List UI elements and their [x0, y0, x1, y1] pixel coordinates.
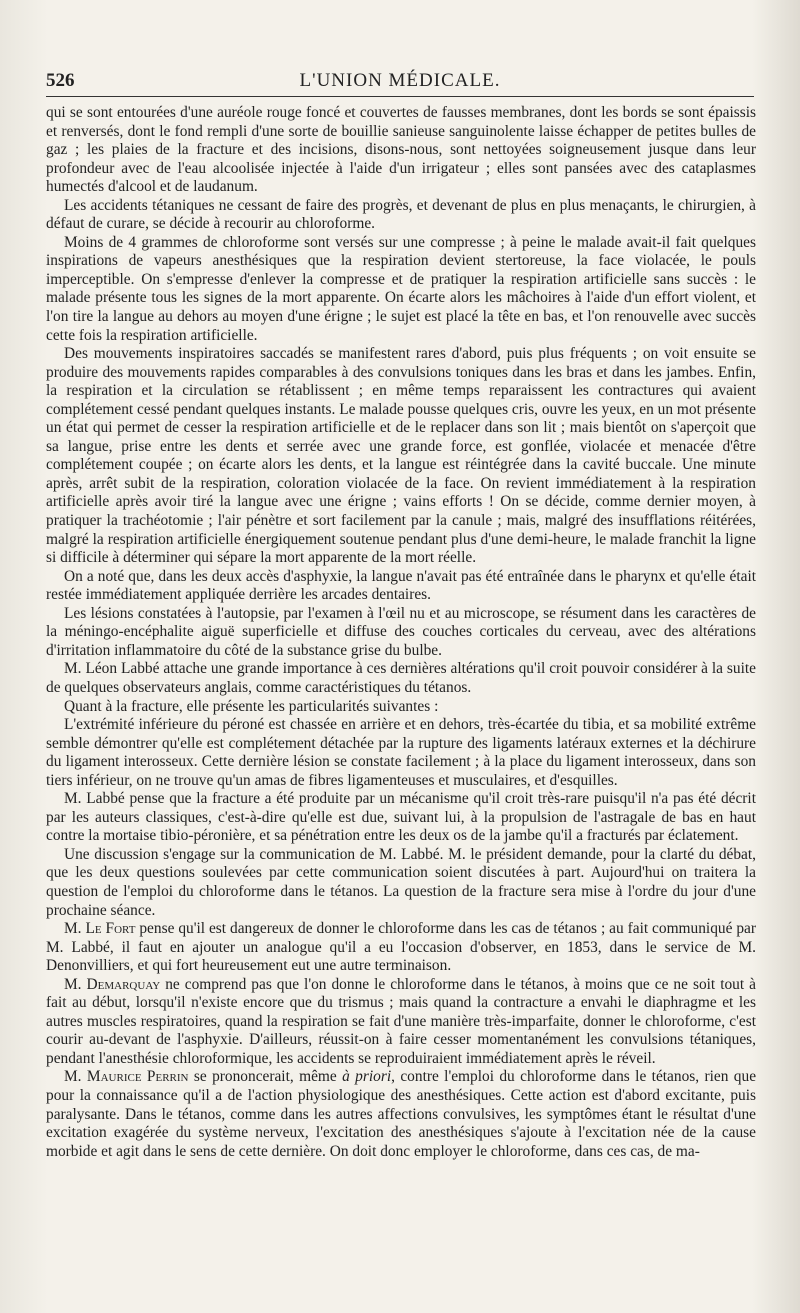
paragraph: Une discussion s'engage sur la communication de M. Labbé. M. le président demande, pour la clarté du débat, que les deux questions soulevées par cette communication soient discutées à part. Aujourd'hui on traitera la question de l'emploi du chloroforme dans le tétanos. La question de la fracture sera mise à l'ordre du jour d'une prochaine séance. [46, 845, 756, 919]
speaker-name: M. Demarquay [64, 975, 161, 993]
paragraph: L'extrémité inférieure du péroné est chassée en arrière et en dehors, très-écartée du tibia, et sa mobilité extrême semble démontrer qu'elle est complétement détachée par la rupture des ligaments latéraux externes et la déchirure du ligament interosseux. Cette dernière lésion se constate facilement ; à la place du ligament interosseux, dans son tiers inférieur, on ne trouve qu'un amas de fibres ligamenteuses et musculaires, et d'esquilles. [46, 716, 756, 789]
paragraph: Les lésions constatées à l'autopsie, par l'examen à l'œil nu et au microscope, se résument dans les caractères de la méningo-encéphalite aiguë superficielle et diffuse des couches corticales du cerveau, avec des altérations d'irritation inflammatoire du côté de la substance grise du bulbe. [46, 604, 756, 659]
paragraph: M. Le Fort pense qu'il est dangereux de donner le chloroforme dans les cas de tétanos ; au fait communiqué par M. Labbé, il faut en ajouter un analogue qu'il a eu l'occasion d'observer, en 1853, dans le service de M. Denonvilliers, et qui fort heureusement eut une autre terminaison. [46, 920, 756, 975]
paragraph: Des mouvements inspiratoires saccadés se manifestent rares d'abord, puis plus fréquents ; on voit ensuite se produire des mouvements rapides comparables à des convulsions toniques dans les bras et dans les jambes. Enfin, la respiration et la circulation se rétablissent ; en même temps reparaissent les contractures qui avaient complétement cessé pendant quelques instants. Le malade pousse quelques cris, ouvre les yeux, en un mot présente un état qui permet de cesser la respiration artificielle et de le replacer dans son lit ; mais bientôt on s'aperçoit que sa langue, prise entre les dents et serrée avec une grande force, est gonflée, violacée et menacée d'être complétement coupée ; on écarte alors les dents, et la langue est réintégrée dans la cavité buccale. Une minute après, arrêt subit de la respiration, coloration violacée de la face. On revient immédiatement à la respiration artificielle après avoir tiré la langue avec une érigne ; vains efforts ! On se décide, comme dernier moyen, à pratiquer la trachéotomie ; l'air pénètre et sort facilement par la canule ; mais, malgré des insufflations réitérées, malgré la respiration artificielle énergiquement soutenue pendant plus d'une demi-heure, le malade franchit la ligne si difficile à déterminer qui sépare la mort apparente de la mort réelle. [46, 345, 756, 567]
paragraph: On a noté que, dans les deux accès d'asphyxie, la langue n'avait pas été entraînée dans le pharynx et qu'elle était restée immédiatement appliquée derrière les arcades dentaires. [46, 567, 756, 604]
page-number: 526 [46, 70, 75, 91]
paragraph: M. Demarquay ne comprend pas que l'on donne le chloroforme dans le tétanos, à moins que ce ne soit tout à fait au début, lorsqu'il n'existe encore que du trismus ; mais quand la contracture a envahi le diaphragme et les autres muscles respiratoires, quand la respiration se fait d'une manière très-imparfaite, donner le chloroforme, c'est courir au-devant de l'asphyxie. D'ailleurs, réussit-on à faire cesser momentanément les convulsions tétaniques, pendant l'anesthésie chloroformique, les accidents se reproduiraient immédiatement après le réveil. [46, 975, 756, 1067]
paragraph: Moins de 4 grammes de chloroforme sont versés sur une compresse ; à peine le malade avait-il fait quelques inspirations de vapeurs anesthésiques que la respiration devient stertoreuse, la face violacée, le pouls imperceptible. On s'empresse d'enlever la compresse et de pratiquer la respiration artificielle sans succès : le malade présente tous les signes de la mort apparente. On écarte alors les mâchoires à l'aide d'un effort violent, et l'on tire la langue au dehors au moyen d'une érigne ; le sujet est placé la tête en bas, et l'on renouvelle avec succès cette fois la respiration artificielle. [46, 233, 756, 344]
emphasis: à priori [342, 1068, 392, 1086]
speaker-name: M. Le Fort [64, 920, 136, 938]
running-title: L'UNION MÉDICALE. [299, 70, 501, 91]
paragraph: M. Maurice Perrin se prononcerait, même à priori, contre l'emploi du chloroforme dans le tétanos, rien que pour la connaissance qu'il a de l'action physiologique des anesthésiques. Cette action est d'abord excitante, puis paralysante. Dans le tétanos, comme dans les autres affections convulsives, les symptômes étant le résultat d'une excitation exagérée du système nerveux, l'excitation des anesthésiques s'ajoute à l'excitation née de la cause morbide et agit dans le sens de cette dernière. On doit donc employer le chloroforme, dans ces cas, de ma- [46, 1068, 757, 1160]
header-rule [46, 96, 754, 97]
paragraph: M. Labbé pense que la fracture a été produite par un mécanisme qu'il croit très-rare puisqu'il n'a pas été décrit par les auteurs classiques, c'est-à-dire qu'elle est due, suivant lui, à la propulsion de l'astragale de bas en haut contre la mortaise tibio-péronière, et sa pénétration entre les deux os de la jambe qu'il a fracturés par éclatement. [46, 790, 756, 845]
paragraph: qui se sont entourées d'une auréole rouge foncé et couvertes de fausses membranes, dont les bords se sont épaissis et renversés, dont le fond rempli d'une sorte de bouillie sanieuse sanguinolente laisse échapper de petites bulles de gaz ; les plaies de la fracture et des incisions, disons-nous, sont nettoyées soigneusement jusque dans leur profondeur avec de l'eau alcoolisée injectée à l'aide d'un irrigateur ; elles sont pansées avec des cataplasmes humectés d'alcool et de laudanum. [46, 104, 756, 196]
page-header [46, 66, 754, 96]
speaker-name: M. Maurice Perrin [64, 1068, 189, 1086]
paragraph: M. Léon Labbé attache une grande importance à ces dernières altérations qu'il croit pouvoir considérer à la suite de quelques observateurs anglais, comme caractéristiques du tétanos. [46, 660, 756, 696]
paragraph: Les accidents tétaniques ne cessant de faire des progrès, et devenant de plus en plus menaçants, le chirurgien, à défaut de curare, se décide à recourir au chloroforme. [46, 196, 756, 233]
article-body [46, 104, 756, 1161]
paragraph: Quant à la fracture, elle présente les particularités suivantes : [64, 697, 439, 715]
